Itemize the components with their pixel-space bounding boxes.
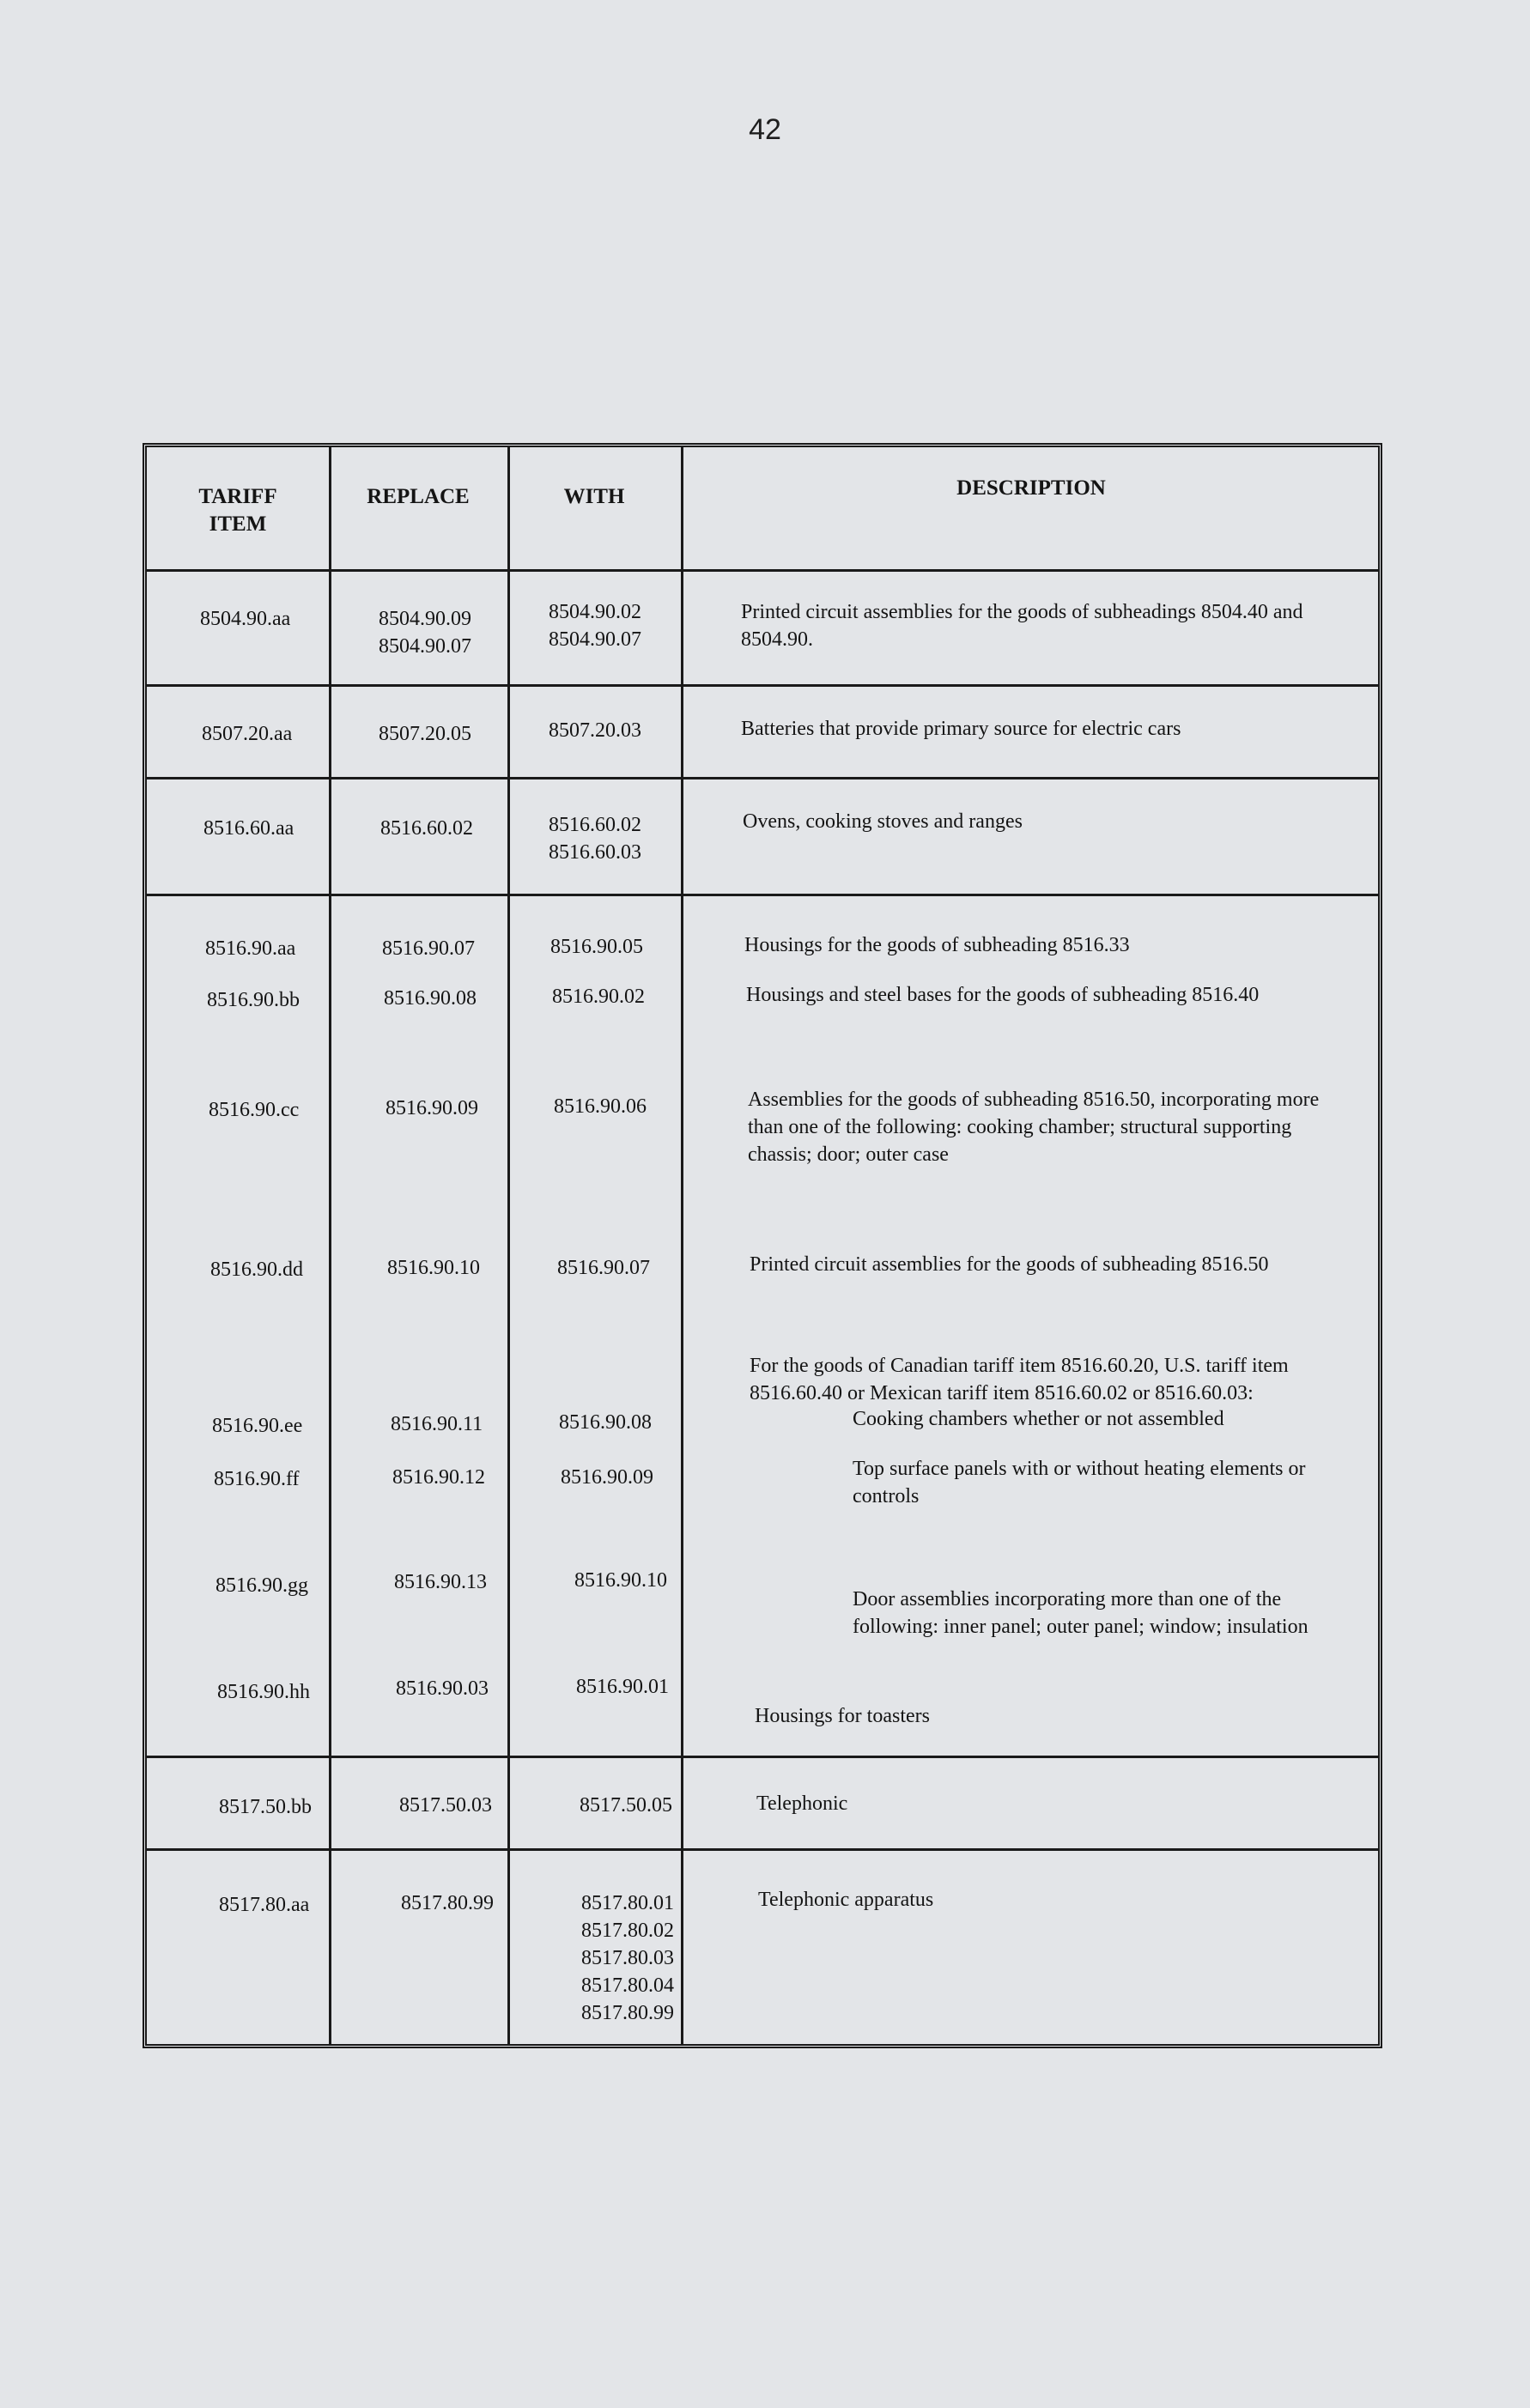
table-row-with: 8516.90.02	[552, 986, 645, 1008]
table-row-tariff: 8516.90.bb	[207, 989, 300, 1011]
table-row-with: 8516.90.06	[554, 1095, 647, 1118]
table-row-replace: 8516.90.03	[396, 1677, 489, 1700]
table-row-description: Printed circuit assemblies for the goods of subheading 8516.50	[750, 1253, 1269, 1276]
table-row-tariff: 8507.20.aa	[202, 723, 293, 745]
table-row-description: Cooking chambers whether or not assembled	[853, 1408, 1224, 1430]
table-row-replace: 8517.50.03	[399, 1794, 492, 1817]
table-row-with: 8517.50.05	[580, 1794, 672, 1817]
header-with: WITH	[563, 485, 625, 508]
row-divider	[147, 1756, 1378, 1758]
table-row-replace: 8516.90.07	[382, 937, 475, 960]
table-row-with: 8504.90.02 8504.90.07	[549, 601, 641, 651]
table-row-tariff: 8516.60.aa	[203, 817, 294, 840]
table-row-tariff: 8516.90.cc	[209, 1099, 300, 1121]
table-row-with: 8516.90.09	[561, 1466, 653, 1489]
table-row-with: 8516.60.02 8516.60.03	[549, 814, 641, 864]
table-row-description: Telephonic	[756, 1792, 848, 1815]
table-row-with: 8516.90.07	[557, 1257, 650, 1279]
table-row-description: Telephonic apparatus	[758, 1889, 934, 1911]
table-row-tariff: 8516.90.gg	[216, 1574, 308, 1597]
table-row-replace: 8516.90.10	[387, 1257, 480, 1279]
table-row-description: Housings for toasters	[755, 1705, 930, 1727]
table-row-replace: 8516.60.02	[380, 817, 473, 840]
table-row-tariff: 8516.90.ee	[212, 1415, 303, 1437]
table-row-description: Housings for the goods of subheading 8516.33	[744, 934, 1130, 956]
table-row-tariff: 8504.90.aa	[200, 608, 291, 630]
table-row-replace: 8516.90.12	[392, 1466, 485, 1489]
table-row-description: Housings and steel bases for the goods of subheading 8516.40	[746, 984, 1260, 1006]
table-row-with: 8516.90.10	[574, 1569, 667, 1592]
header-description: DESCRIPTION	[956, 476, 1106, 500]
table-row-with: 8516.90.01	[576, 1676, 669, 1698]
table-row-description: Top surface panels with or without heating elements or controls	[853, 1458, 1306, 1507]
page-number: 42	[749, 113, 781, 146]
header-replace: REPLACE	[367, 485, 470, 508]
group-intro: For the goods of Canadian tariff item 8516.60.20, U.S. tariff item 8516.60.40 or Mexican tariff item 8516.60.02 or 8516.60.03:	[750, 1355, 1289, 1404]
table-row-replace: 8516.90.13	[394, 1571, 487, 1593]
row-divider	[147, 569, 1378, 572]
table-row-tariff: 8516.90.aa	[205, 937, 296, 960]
table-row-tariff: 8516.90.ff	[214, 1468, 300, 1490]
table-row-with: 8516.90.08	[559, 1411, 652, 1434]
table-row-with: 8507.20.03	[549, 719, 641, 742]
table-row-replace: 8504.90.09 8504.90.07	[379, 608, 471, 658]
table-row-replace: 8516.90.11	[391, 1413, 483, 1435]
table-row-description: Printed circuit assemblies for the goods of subheadings 8504.40 and 8504.90.	[741, 601, 1303, 651]
column-divider	[681, 447, 683, 2044]
table-row-description: Ovens, cooking stoves and ranges	[743, 810, 1023, 833]
table-row-tariff: 8517.80.aa	[219, 1894, 310, 1916]
table-row-replace: 8517.80.99	[401, 1892, 494, 1914]
header-tariff-item: TARIFF ITEM	[198, 485, 277, 536]
table-row-description: Batteries that provide primary source for electric cars	[741, 718, 1181, 740]
table-row-tariff: 8516.90.dd	[210, 1259, 303, 1281]
column-divider	[329, 447, 331, 2044]
row-divider	[147, 1848, 1378, 1851]
table-row-with: 8517.80.01 8517.80.02 8517.80.03 8517.80.04 8517.80.99	[581, 1892, 674, 2024]
table-row-replace: 8507.20.05	[379, 723, 471, 745]
table-row-description: Door assemblies incorporating more than one of the following: inner panel; outer panel; window; insulation	[853, 1588, 1308, 1638]
table-row-tariff: 8516.90.hh	[217, 1681, 310, 1703]
table-row-description: Assemblies for the goods of subheading 8516.50, incorporating more than one of the following: cooking chamber; structural supporting chassis; door; outer case	[748, 1089, 1320, 1166]
table-row-replace: 8516.90.09	[386, 1097, 478, 1119]
row-divider	[147, 894, 1378, 896]
tariff-table	[143, 443, 1382, 2048]
column-divider	[507, 447, 510, 2044]
table-row-with: 8516.90.05	[550, 936, 643, 958]
table-row-replace: 8516.90.08	[384, 987, 477, 1010]
row-divider	[147, 684, 1378, 687]
table-row-tariff: 8517.50.bb	[219, 1796, 312, 1818]
row-divider	[147, 777, 1378, 779]
